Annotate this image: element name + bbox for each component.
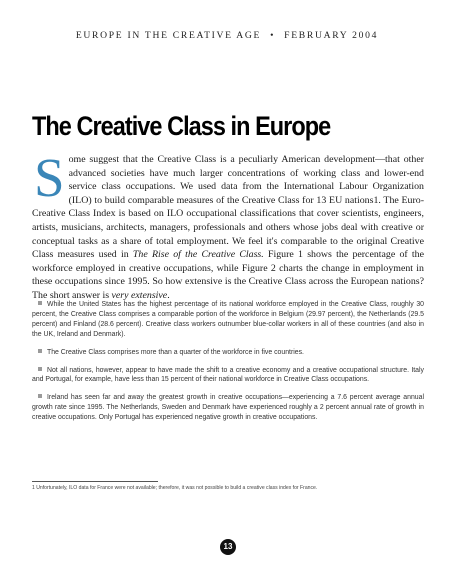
drop-cap: S — [34, 147, 65, 208]
intro-text-2: Figure 1 shows the percentage of the workforce employed in creative occupations, while Figure 2 charts the change in employment in these occupations since 1995. So how extensive is the Creative Class across the European nations? The short answer is — [32, 249, 424, 301]
bullet-square-icon — [38, 367, 42, 371]
book-title: The Rise of the Creative Class. — [132, 249, 264, 261]
running-header — [0, 30, 454, 41]
bullet-text: The Creative Class comprises more than a quarter of the workforce in five countries. — [47, 348, 304, 356]
bullet-text: Ireland has seen far and away the greatest growth in creative occupations—experiencing a 7.6 percent average annual growth rate since 1995. The Netherlands, Sweden and Denmark have experienced roughly a 2 percent annual rate of growth in creative occupations. Only Portugal has experienced negative growth in creative occupations. — [32, 394, 424, 422]
header-date: FEBRUARY 2004 — [284, 30, 379, 41]
bullet-text: While the United States has the highest percentage of its national workforce employed in the Creative Class, roughly 30 percent, the Creative Class comprises a comparable portion of the workforce in Belgium (29.97 percent), the Netherlands (29.5 percent) and Finland (28.6 percent). Creative class workers outnumber blue-collar workers in all of these countries (and also in the UK, Ireland and Denmark). — [32, 301, 424, 338]
footnote-divider — [32, 481, 158, 482]
header-separator: • — [270, 30, 276, 41]
page-number: 13 — [220, 539, 236, 555]
short-answer: very extensive — [111, 289, 168, 301]
intro-text-3: . — [167, 289, 170, 301]
list-item — [32, 393, 424, 423]
bullet-square-icon — [38, 301, 42, 305]
bullet-text: Not all nations, however, appear to have made the shift to a creative economy and a creative occupational structure. Italy and Portugal, for example, have less than 15 percent of their national workforce in Creative Class occupations. — [32, 366, 424, 384]
bullet-square-icon — [38, 394, 42, 398]
list-item — [32, 366, 424, 386]
intro-text-1: ome suggest that the Creative Class is a peculiarly American development—that other advanced societies have much larger concentrations of working class and lower-end service class occupations. We used data from the International Labour Organization (ILO) to build comparable measures of the Creative Class for 13 EU nations1. The Euro-Creative Class Index is based on ILO occupational classifications that cover scientists, engineers, artists, musicians, architects, managers, professionals and others whose jobs deal with creative or conceptual tasks as a share of total employment. We feel it's comparable to the original Creative Class measures used in — [32, 154, 424, 261]
header-publication: EUROPE IN THE CREATIVE AGE — [75, 30, 262, 41]
intro-paragraph — [32, 147, 424, 303]
list-item — [32, 348, 424, 358]
list-item — [32, 300, 424, 340]
findings-list — [32, 300, 424, 431]
page-title: The Creative Class in Europe — [32, 111, 331, 141]
bullet-square-icon — [38, 349, 42, 353]
footnote: 1 Unfortunately, ILO data for France were not available; therefore, it was not possible to build a creative class index for France. — [32, 485, 318, 491]
